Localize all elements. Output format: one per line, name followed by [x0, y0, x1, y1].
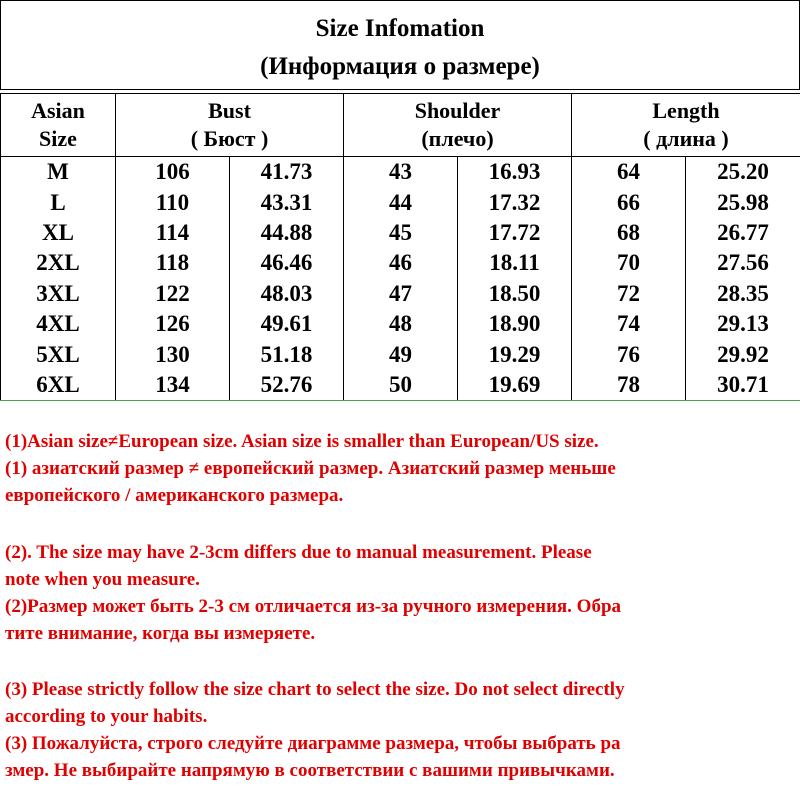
cell-size: L — [1, 187, 116, 217]
cell-size: 2XL — [1, 248, 116, 278]
cell-bust-in: 52.76 — [230, 370, 344, 401]
cell-shoulder-in: 17.72 — [458, 218, 572, 248]
cell-shoulder-in: 18.11 — [458, 248, 572, 278]
cell-bust-in: 43.31 — [230, 187, 344, 217]
notes-section — [0, 400, 800, 801]
cell-length-cm: 78 — [572, 370, 686, 401]
table-row — [1, 370, 800, 401]
table-row — [1, 157, 800, 188]
note-1-russian-line2: европейского / американского размера. — [5, 482, 798, 509]
title-russian: (Информация о размере) — [1, 51, 799, 83]
cell-bust-cm: 114 — [116, 218, 230, 248]
size-table — [0, 93, 800, 401]
note-2-russian-line1: (2)Размер может быть 2-3 см отличается из-за ручного измерения. Обра — [5, 593, 798, 620]
note-3-english-line2: according to your habits. — [5, 703, 798, 730]
cell-shoulder-cm: 45 — [344, 218, 458, 248]
cell-length-in: 30.71 — [686, 370, 800, 401]
table-row — [1, 187, 800, 217]
table-row — [1, 309, 800, 339]
cell-shoulder-in: 16.93 — [458, 157, 572, 188]
cell-length-cm: 74 — [572, 309, 686, 339]
cell-length-cm: 72 — [572, 279, 686, 309]
header-asian-size-line1: Asian — [1, 97, 115, 125]
cell-bust-cm: 106 — [116, 157, 230, 188]
title-english: Size Infomation — [1, 13, 799, 45]
cell-length-in: 27.56 — [686, 248, 800, 278]
note-2-english-line1: (2). The size may have 2-3cm differs due to manual measurement. Please — [5, 539, 798, 566]
header-length-line1: Length — [572, 97, 800, 125]
table-row — [1, 279, 800, 309]
cell-bust-in: 51.18 — [230, 339, 344, 369]
cell-shoulder-in: 18.50 — [458, 279, 572, 309]
cell-bust-cm: 126 — [116, 309, 230, 339]
cell-shoulder-in: 17.32 — [458, 187, 572, 217]
title-box — [0, 0, 800, 90]
cell-bust-in: 44.88 — [230, 218, 344, 248]
header-bust — [116, 94, 344, 157]
cell-size: 4XL — [1, 309, 116, 339]
header-length-line2: ( длина ) — [572, 125, 800, 153]
note-1-english: (1)Asian size≠European size. Asian size is smaller than European/US size. — [5, 428, 798, 455]
cell-length-cm: 66 — [572, 187, 686, 217]
cell-bust-in: 48.03 — [230, 279, 344, 309]
cell-shoulder-in: 18.90 — [458, 309, 572, 339]
cell-length-in: 29.13 — [686, 309, 800, 339]
cell-bust-in: 49.61 — [230, 309, 344, 339]
cell-length-cm: 68 — [572, 218, 686, 248]
table-header-row — [1, 94, 800, 157]
cell-shoulder-cm: 43 — [344, 157, 458, 188]
cell-shoulder-cm: 49 — [344, 339, 458, 369]
cell-size: XL — [1, 218, 116, 248]
note-2-english-line2: note when you measure. — [5, 566, 798, 593]
cell-bust-cm: 130 — [116, 339, 230, 369]
table-row — [1, 339, 800, 369]
header-shoulder — [344, 94, 572, 157]
cell-length-in: 29.92 — [686, 339, 800, 369]
header-bust-line1: Bust — [116, 97, 343, 125]
note-1-russian-line1: (1) азиатский размер ≠ европейский размер. Азиатский размер меньше — [5, 455, 798, 482]
cell-length-in: 26.77 — [686, 218, 800, 248]
cell-shoulder-cm: 48 — [344, 309, 458, 339]
cell-length-cm: 70 — [572, 248, 686, 278]
cell-bust-cm: 110 — [116, 187, 230, 217]
cell-bust-cm: 122 — [116, 279, 230, 309]
note-3-english-line1: (3) Please strictly follow the size chart to select the size. Do not select directly — [5, 676, 798, 703]
cell-size: 5XL — [1, 339, 116, 369]
cell-bust-cm: 134 — [116, 370, 230, 401]
table-row — [1, 218, 800, 248]
header-length — [572, 94, 800, 157]
cell-shoulder-cm: 50 — [344, 370, 458, 401]
cell-size: M — [1, 157, 116, 188]
cell-shoulder-cm: 44 — [344, 187, 458, 217]
header-shoulder-line2: (плечо) — [344, 125, 571, 153]
note-2-russian-line2: тите внимание, когда вы измеряете. — [5, 620, 798, 647]
cell-bust-cm: 118 — [116, 248, 230, 278]
cell-shoulder-in: 19.69 — [458, 370, 572, 401]
table-row — [1, 248, 800, 278]
cell-length-in: 28.35 — [686, 279, 800, 309]
header-shoulder-line1: Shoulder — [344, 97, 571, 125]
note-3-russian-line1: (3) Пожалуйста, строго следуйте диаграмме размера, чтобы выбрать ра — [5, 730, 798, 757]
cell-bust-in: 46.46 — [230, 248, 344, 278]
cell-shoulder-in: 19.29 — [458, 339, 572, 369]
cell-size: 3XL — [1, 279, 116, 309]
cell-bust-in: 41.73 — [230, 157, 344, 188]
cell-length-in: 25.20 — [686, 157, 800, 188]
header-asian-size — [1, 94, 116, 157]
cell-length-cm: 64 — [572, 157, 686, 188]
cell-length-in: 25.98 — [686, 187, 800, 217]
header-asian-size-line2: Size — [1, 125, 115, 153]
note-3-russian-line2: змер. Не выбирайте напрямую в соответствии с вашими привычками. — [5, 757, 798, 784]
header-bust-line2: ( Бюст ) — [116, 125, 343, 153]
cell-shoulder-cm: 46 — [344, 248, 458, 278]
cell-size: 6XL — [1, 370, 116, 401]
cell-shoulder-cm: 47 — [344, 279, 458, 309]
cell-length-cm: 76 — [572, 339, 686, 369]
